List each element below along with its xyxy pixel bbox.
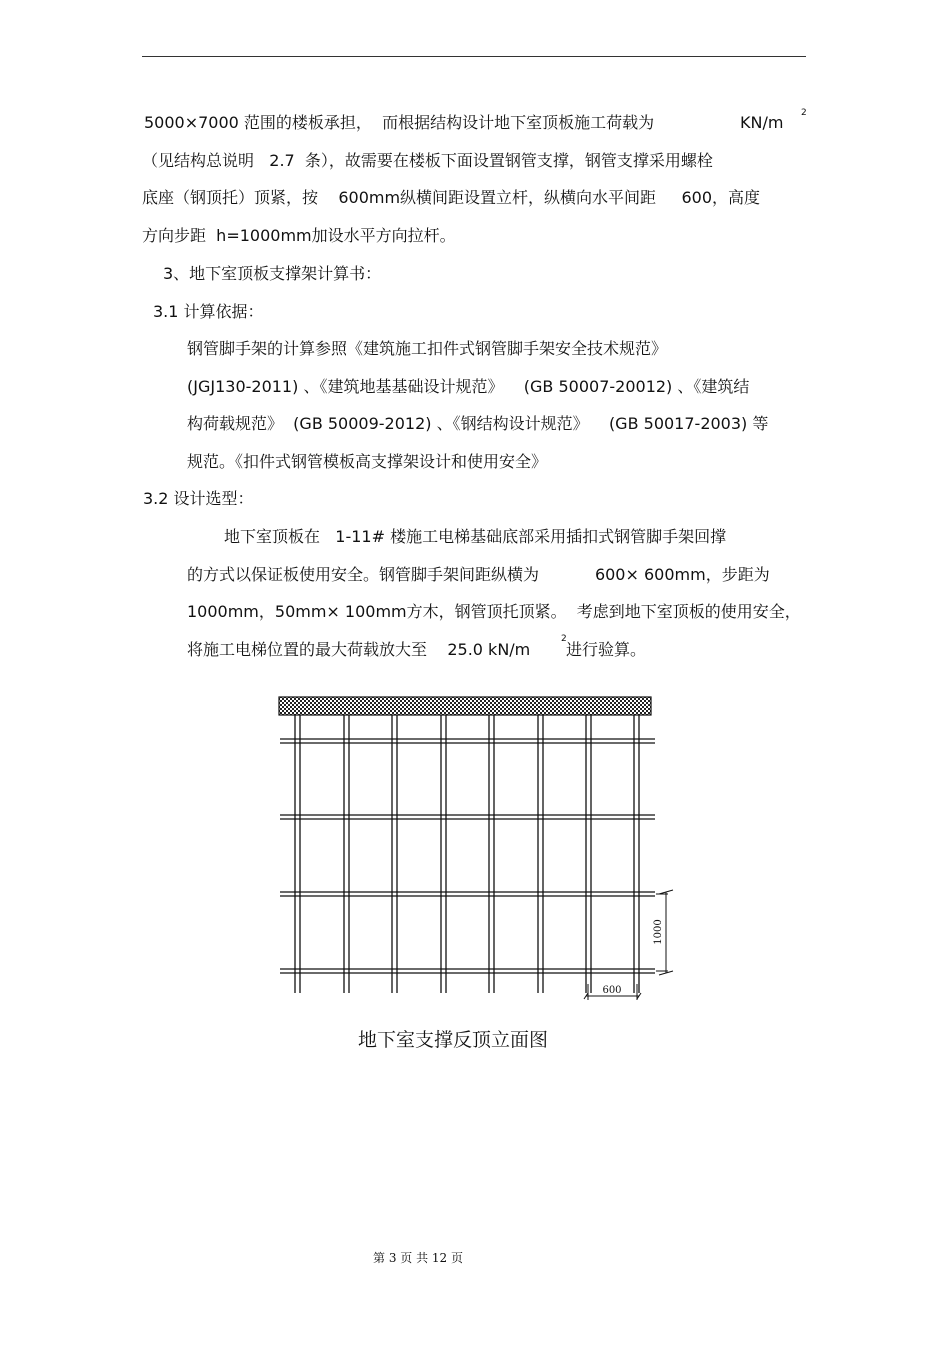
section-3-2-line-1: 地下室顶板在 1-11# 楼施工电梯基础底部采用插扣式钢管脚手架回撑: [224, 527, 727, 546]
para1-line-4: 方向步距 h=1000mm加设水平方向拉杆。: [142, 226, 456, 245]
para1-superscript: 2: [801, 108, 807, 118]
section-3-1-line-4: 规范。《扣件式钢管模板高支撑架设计和使用安全》: [187, 452, 548, 471]
figure-caption: 地下室支撑反顶立面图: [358, 1029, 549, 1051]
section-3-1-line-1: 钢管脚手架的计算参照《建筑施工扣件式钢管脚手架安全技术规范》: [187, 339, 668, 358]
section-3-1-line-2: (JGJ130-2011) 、《建筑地基基础设计规范》 (GB 50007-20012) 、《建筑结: [187, 377, 750, 396]
dimension-horizontal-label: 600: [602, 985, 622, 996]
dimension-vertical-label: 1000: [653, 919, 664, 945]
section-3-2-line-3: 1000mm，50mm× 100mm方木，钢管顶托顶紧。 考虑到地下室顶板的使用安全，: [187, 602, 801, 621]
section-3-2-line-4: 将施工电梯位置的最大荷载放大至 25.0 kN/m: [187, 640, 531, 659]
section-3-1-heading: 3.1 计算依据：: [153, 302, 264, 321]
section-3-2-line-2: 的方式以保证板使用安全。钢管脚手架间距纵横为 600× 600mm，步距为: [187, 565, 770, 584]
section-3-2-superscript: 2: [561, 634, 567, 644]
horizontal-bars: [280, 739, 655, 973]
slab-hatch: [279, 697, 651, 715]
section-3-heading: 3、地下室顶板支撑架计算书：: [163, 264, 382, 283]
para1-line-3: 底座（钢顶托）顶紧，按 600mm纵横间距设置立杆，纵横向水平间距 600，高度: [142, 188, 761, 207]
para1-line-1: 5000×7000 范围的楼板承担， 而根据结构设计地下室顶板施工荷载为: [144, 113, 655, 132]
vertical-posts: [295, 715, 639, 993]
para1-line-2: （见结构总说明 2.7 条），故需要在楼板下面设置钢管支撑，钢管支撑采用螺栓: [142, 151, 713, 170]
section-3-2-heading: 3.2 设计选型：: [143, 489, 254, 508]
section-3-1-line-3: 构荷载规范》 (GB 50009-2012) 、《钢结构设计规范》 (GB 50017-2003) 等: [187, 414, 769, 433]
section-3-2-line-4-end: 进行验算。: [566, 640, 647, 659]
para1-unit: KN/m: [740, 113, 784, 132]
page-footer: 第 3 页 共 12 页: [373, 1251, 463, 1265]
